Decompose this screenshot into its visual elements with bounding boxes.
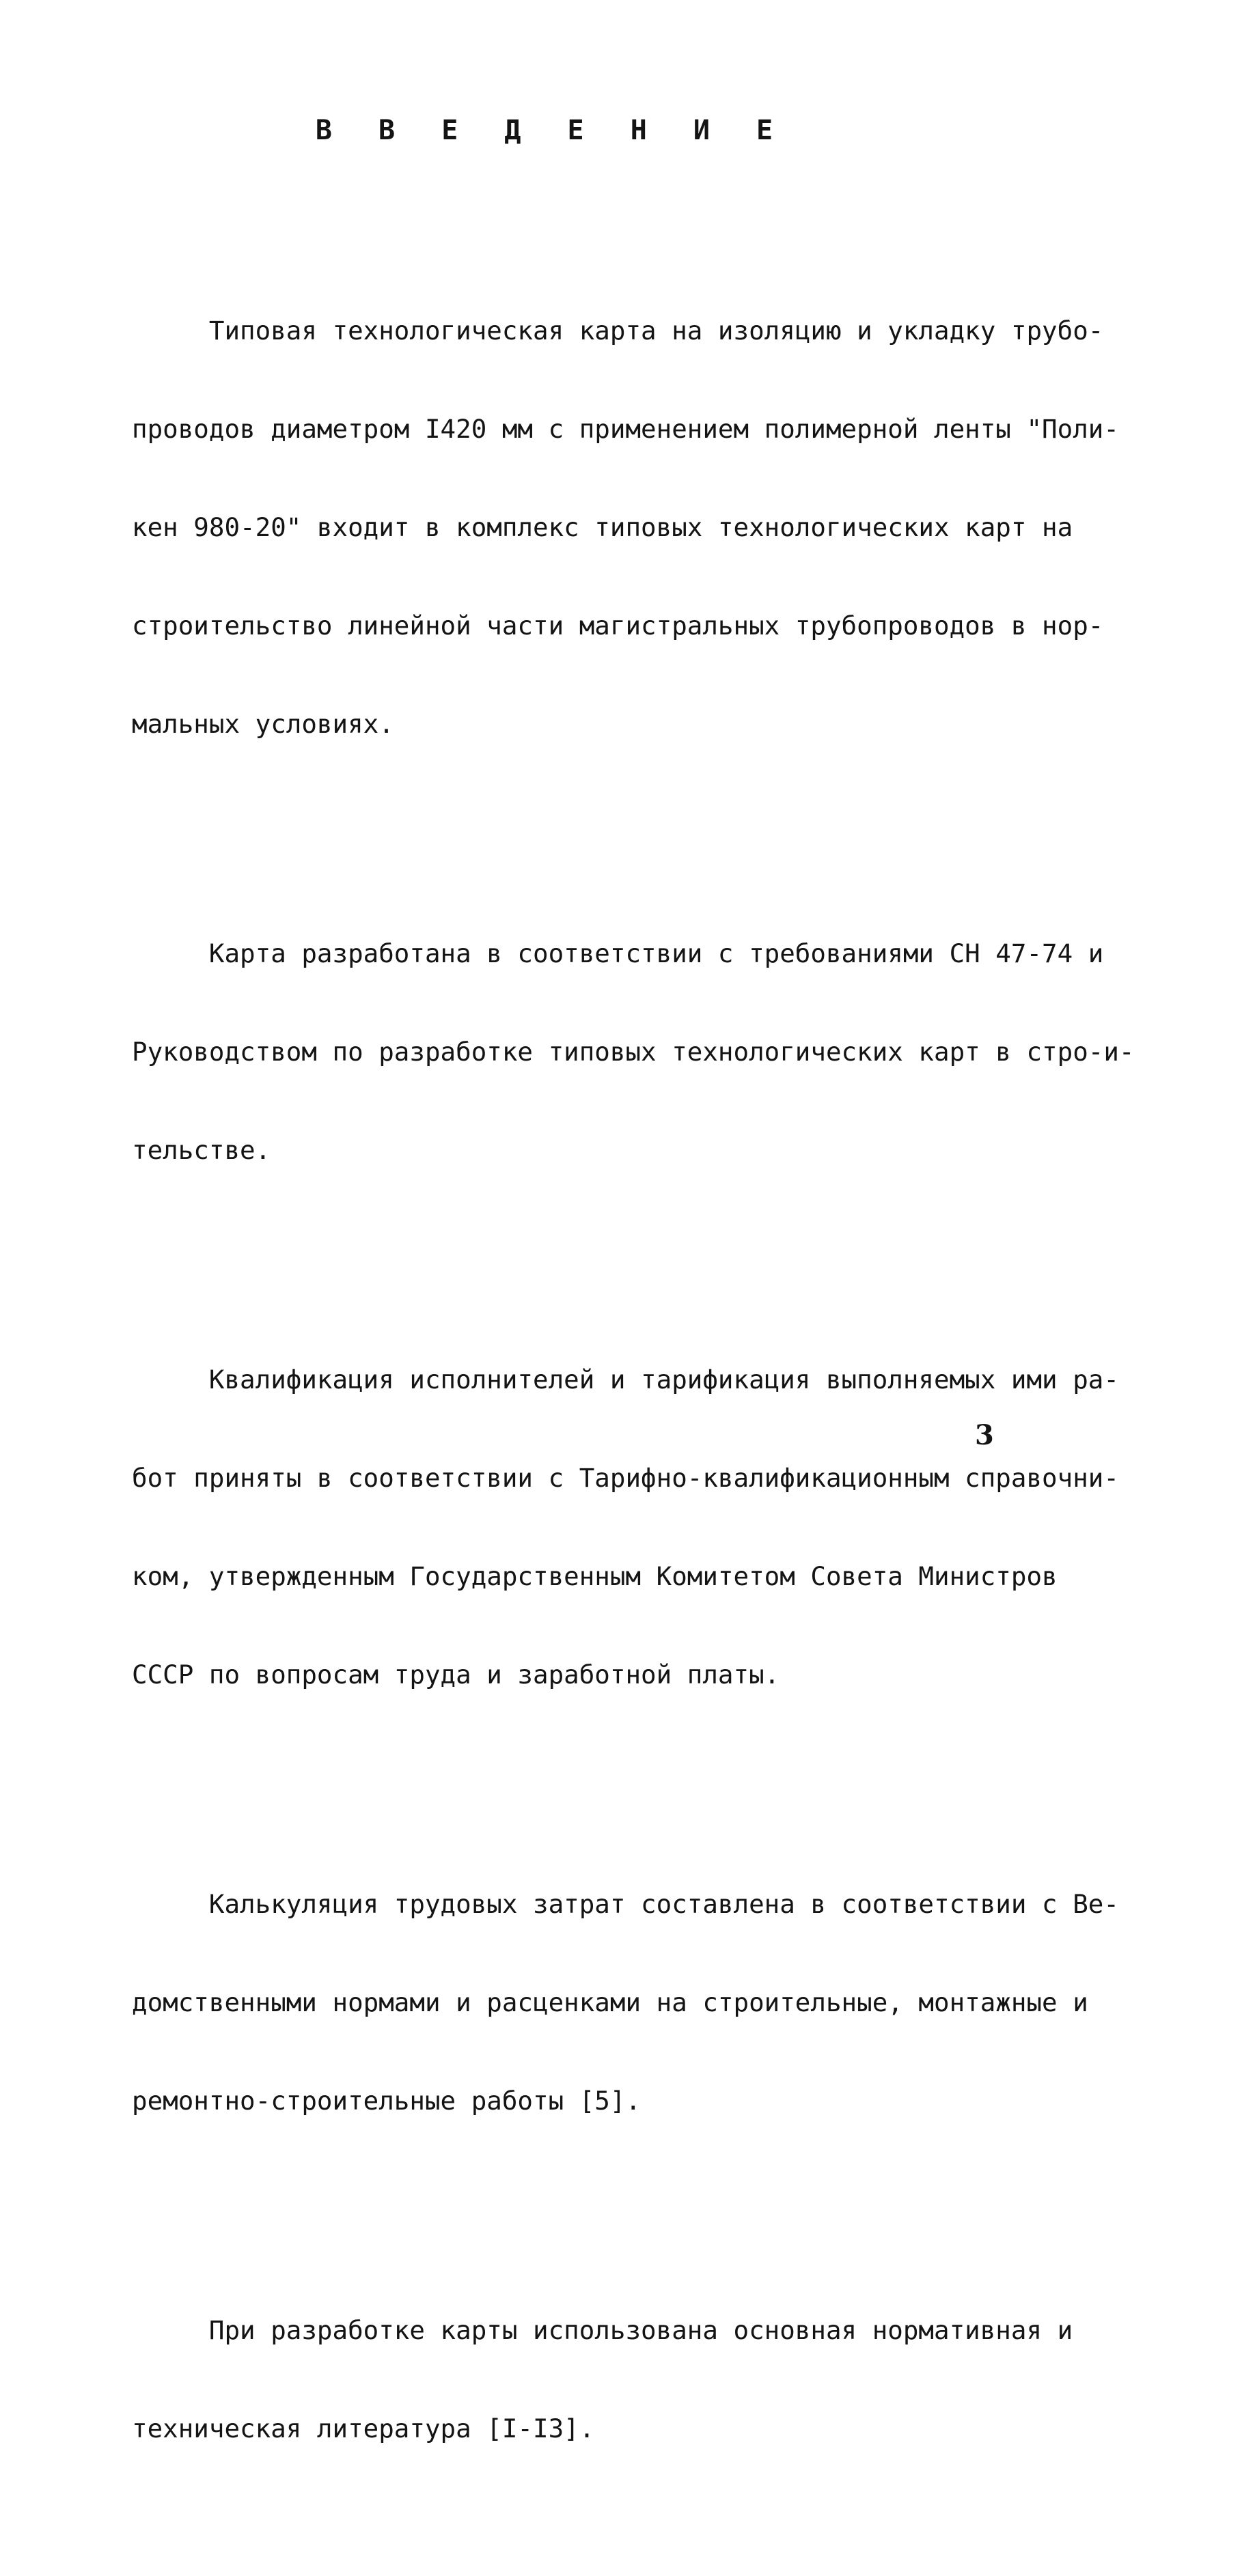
text-line: Руководством по разработке типовых технологических карт в стро-и- (132, 1037, 1135, 1067)
paragraph-literature (132, 2248, 1073, 2510)
text-line: При разработке карты использована основная нормативная и (132, 2315, 1073, 2345)
text-line: мальных условиях. (132, 709, 394, 739)
document-title: В В Е Д Е Н И Е (315, 115, 788, 146)
text-line: ком, утвержденным Государственным Комитетом Совета Министров (132, 1561, 1058, 1591)
text-line: кен 980-20" входит в комплекс типовых технологических карт на (132, 512, 1073, 542)
text-line: проводов диаметром I420 мм с применением полимерной ленты "Поли- (132, 414, 1119, 444)
text-line: ремонтно-строительные работы [5]. (132, 2086, 642, 2116)
text-line: Квалификация исполнителей и тарификация выполняемых ими ра- (132, 1364, 1119, 1395)
paragraph-intro (132, 249, 1119, 806)
page-number: 3 (975, 1419, 994, 1451)
text-line: Калькуляция трудовых затрат составлена в соответствии с Ве- (132, 1889, 1119, 1919)
paragraph-requirements (132, 871, 1135, 1232)
text-line: Карта разработана в соответствии с требованиями СН 47-74 и (132, 938, 1104, 968)
paragraph-calculation (132, 1822, 1119, 2183)
text-line: Типовая технологическая карта на изоляцию и укладку трубо- (132, 316, 1104, 346)
document-body (132, 183, 1135, 2576)
text-line: бот приняты в соответствии с Тарифно-квалификационным справочни- (132, 1463, 1119, 1493)
text-line: строительство линейной части магистральных трубопроводов в нор- (132, 611, 1104, 641)
text-line: домственными нормами и расценками на строительные, монтажные и (132, 1987, 1088, 2017)
text-line: тельстве. (132, 1135, 271, 1165)
paragraph-qualification (132, 1298, 1119, 1756)
text-line: СССР по вопросам труда и заработной платы. (132, 1660, 780, 1690)
text-line: техническая литература [I-I3]. (132, 2413, 595, 2444)
